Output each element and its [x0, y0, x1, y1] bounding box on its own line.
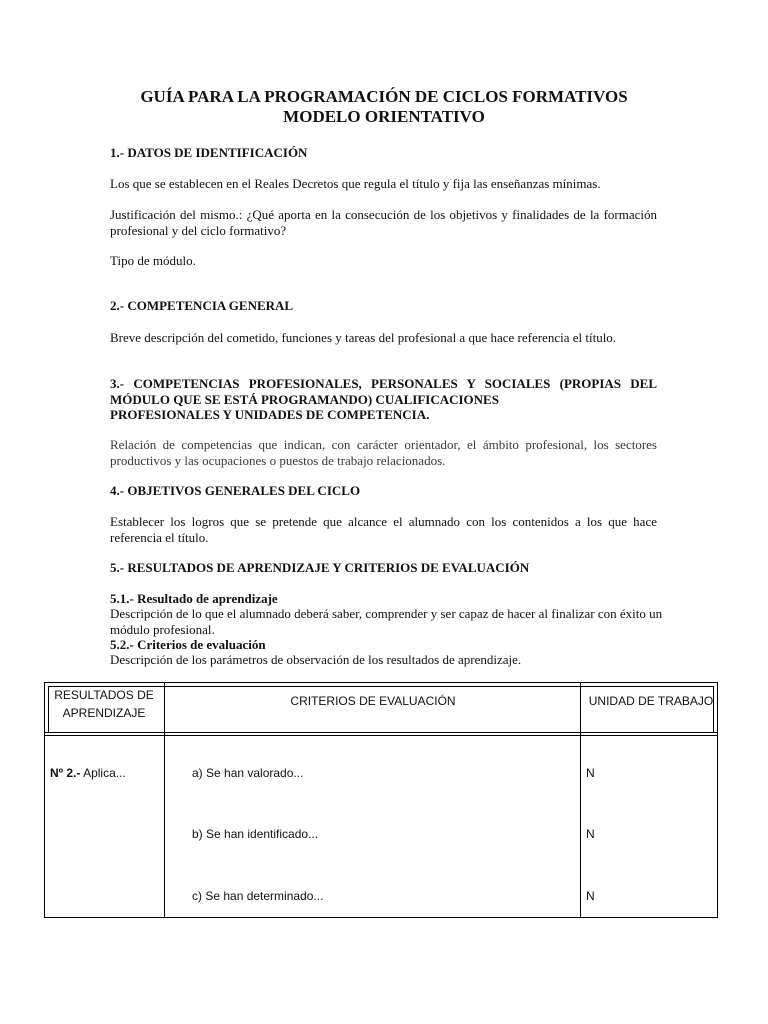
table-header-divider-2: [44, 735, 718, 736]
table-border-left: [44, 682, 45, 918]
section-4-paragraph: Establecer los logros que se pretende que alcance el alumnado con los contenidos a los que hace referencia el título.: [110, 514, 657, 545]
section-1-heading: 1.- DATOS DE IDENTIFICACIÓN: [110, 145, 308, 160]
row-result-text: Aplica...: [80, 766, 126, 780]
section-1-paragraph-1: Los que se establecen en el Reales Decretos que regula el título y fija las enseñanzas mínimas.: [110, 176, 601, 191]
section-5-2-text: Descripción de los parámetros de observación de los resultados de aprendizaje.: [110, 652, 522, 667]
section-5-1-text: Descripción de lo que el alumnado deberá saber, comprender y ser capaz de hacer al finalizar con éxito un módulo profesional.: [110, 606, 663, 637]
document-title-line-1: GUÍA PARA LA PROGRAMACIÓN DE CICLOS FORMATIVOS: [140, 87, 628, 106]
section-4-heading: 4.- OBJETIVOS GENERALES DEL CICLO: [110, 483, 361, 498]
row-result-number: Nº 2.-: [50, 766, 81, 780]
table-border-top: [44, 682, 718, 683]
section-5-1-heading: 5.1.- Resultado de aprendizaje: [110, 591, 278, 606]
document-title-line-2: MODELO ORIENTATIVO: [283, 107, 485, 126]
section-1-paragraph-2: Justificación del mismo.: ¿Qué aporta en la consecución de los objetivos y finalidades de la formación profesional y del ciclo formativo?: [110, 207, 657, 238]
unit-a: N: [586, 766, 595, 780]
section-5-2-heading: 5.2.- Criterios de evaluación: [110, 637, 266, 652]
unit-b: N: [586, 827, 595, 841]
table-column-divider-1: [164, 682, 165, 918]
section-5-heading: 5.- RESULTADOS DE APRENDIZAJE Y CRITERIOS DE EVALUACIÓN: [110, 560, 530, 575]
criteria-table: [44, 682, 718, 918]
table-column-divider-2: [580, 682, 581, 918]
criterion-c: c) Se han determinado...: [192, 889, 324, 903]
table-border-right: [717, 682, 718, 918]
header-unit: UNIDAD DE TRABAJO: [588, 694, 714, 708]
row-result-label: [50, 766, 126, 780]
unit-c: N: [586, 889, 595, 903]
section-3-heading: [110, 376, 657, 423]
table-header-divider-1: [44, 732, 718, 733]
table-header-inner-left: [48, 686, 49, 732]
table-header-inner-right: [713, 686, 714, 732]
header-results: RESULTADOS DE APRENDIZAJE: [54, 688, 154, 720]
section-1-paragraph-3: Tipo de módulo.: [110, 253, 196, 268]
section-3-paragraph: Relación de competencias que indican, con carácter orientador, el ámbito profesional, los sectores productivos y las ocupaciones o puestos de trabajo relacionados.: [110, 437, 657, 468]
section-2-paragraph: Breve descripción del cometido, funciones y tareas del profesional a que hace referencia el título.: [110, 330, 617, 345]
criterion-b: b) Se han identificado...: [192, 827, 319, 841]
header-criteria: CRITERIOS DE EVALUACIÓN: [290, 694, 456, 708]
criterion-a: a) Se han valorado...: [192, 766, 304, 780]
table-border-bottom: [44, 917, 718, 918]
section-3-heading-part-2: PROFESIONALES Y UNIDADES DE COMPETENCIA.: [110, 407, 430, 422]
section-3-heading-part-1: 3.- COMPETENCIAS PROFESIONALES, PERSONALES Y SOCIALES (PROPIAS DEL MÓDULO QUE SE ESTÁ PROGRAMANDO) CUALIFICACIONES: [110, 376, 657, 407]
section-2-heading: 2.- COMPETENCIA GENERAL: [110, 298, 294, 313]
